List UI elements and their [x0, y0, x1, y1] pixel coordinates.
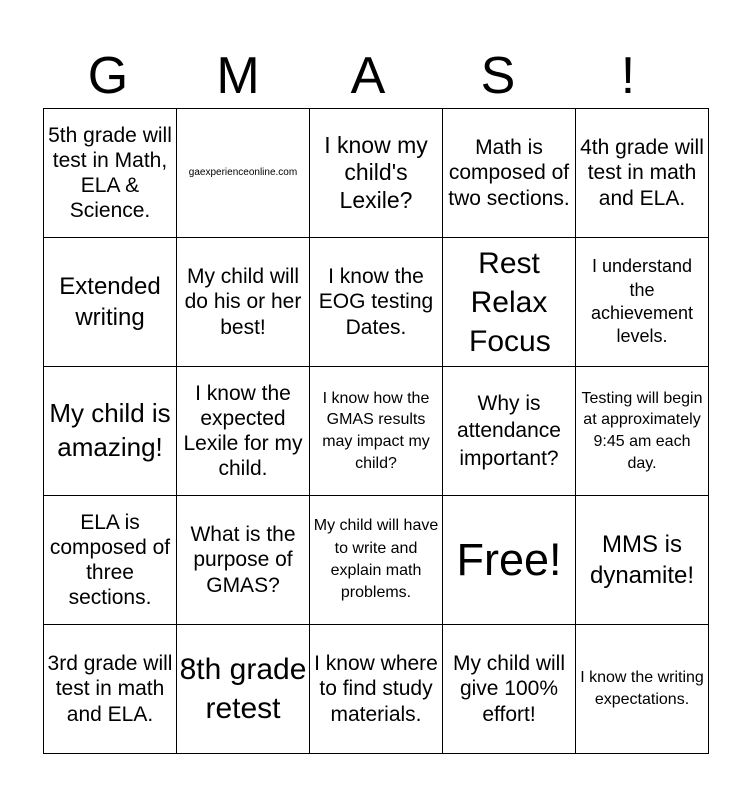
bingo-cell[interactable]: [443, 625, 576, 754]
cell-text: gaexperienceonline.com: [188, 167, 298, 178]
cell-text: I know the writing expectations.: [580, 668, 704, 708]
cell-text: Math is composed of two sections.: [448, 136, 570, 210]
bingo-cell[interactable]: [177, 496, 310, 625]
cell-text: MMS is dynamite!: [589, 530, 695, 589]
cell-text: I know the expected Lexile for my child.: [183, 381, 303, 481]
bingo-cell[interactable]: [310, 109, 443, 238]
cell-text: I know how the GMAS results may impact my child?: [322, 389, 430, 472]
cell-text: Extended writing: [59, 272, 161, 331]
cell-text: 5th grade will test in Math, ELA & Science.: [48, 123, 172, 223]
bingo-board: [43, 108, 709, 754]
cell-text: ELA is composed of three sections.: [49, 510, 171, 610]
cell-text: I know my child's Lexile?: [324, 131, 428, 213]
cell-text: My child will have to write and explain math problems.: [313, 517, 439, 602]
cell-text: What is the purpose of GMAS?: [190, 523, 296, 597]
cell-text: I know the EOG testing Dates.: [318, 265, 434, 339]
bingo-cell[interactable]: [310, 496, 443, 625]
cell-text: I understand the achievement levels.: [590, 256, 694, 347]
cell-text: 8th grade retest: [179, 653, 307, 725]
header-letter-a: A: [350, 47, 386, 105]
bingo-cell[interactable]: [443, 238, 576, 367]
header-letter-m: M: [216, 47, 260, 105]
bingo-cell[interactable]: [177, 625, 310, 754]
bingo-cell[interactable]: [44, 625, 177, 754]
bingo-cell[interactable]: [443, 367, 576, 496]
board-row: [44, 238, 709, 367]
cell-text: My child will give 100% effort!: [452, 652, 565, 726]
cell-text: 3rd grade will test in math and ELA.: [47, 652, 173, 726]
bingo-cell[interactable]: [576, 625, 709, 754]
bingo-cell[interactable]: [177, 238, 310, 367]
board-row: [44, 367, 709, 496]
bingo-cell[interactable]: [310, 625, 443, 754]
bingo-cell[interactable]: [443, 109, 576, 238]
cell-text: My child will do his or her best!: [184, 265, 302, 339]
bingo-cell[interactable]: [310, 238, 443, 367]
bingo-cell[interactable]: [177, 367, 310, 496]
cell-text: Why is attendance important?: [457, 392, 561, 470]
bingo-cell[interactable]: [44, 496, 177, 625]
bingo-cell[interactable]: [177, 109, 310, 238]
board-row: [44, 496, 709, 625]
bingo-cell[interactable]: [443, 496, 576, 625]
bingo-cell[interactable]: [310, 367, 443, 496]
header-letter-s: S: [480, 47, 516, 105]
cell-text: I know where to find study materials.: [314, 652, 438, 726]
cell-text: 4th grade will test in math and ELA.: [580, 136, 704, 210]
bingo-cell[interactable]: [576, 238, 709, 367]
cell-text: Free!: [456, 534, 562, 585]
bingo-cell[interactable]: [576, 367, 709, 496]
cell-text: Rest Relax Focus: [469, 246, 551, 358]
bingo-header: [43, 44, 693, 108]
header-letter-g: G: [87, 47, 129, 105]
header-letter-exclamation: !: [620, 47, 636, 105]
board-row: [44, 109, 709, 238]
bingo-cell[interactable]: [576, 496, 709, 625]
board-row: [44, 625, 709, 754]
bingo-cell[interactable]: [44, 367, 177, 496]
cell-text: My child is amazing!: [49, 398, 171, 462]
bingo-cell[interactable]: [576, 109, 709, 238]
bingo-cell[interactable]: [44, 238, 177, 367]
cell-text: Testing will begin at approximately 9:45 am each day.: [581, 389, 703, 472]
bingo-cell[interactable]: [44, 109, 177, 238]
